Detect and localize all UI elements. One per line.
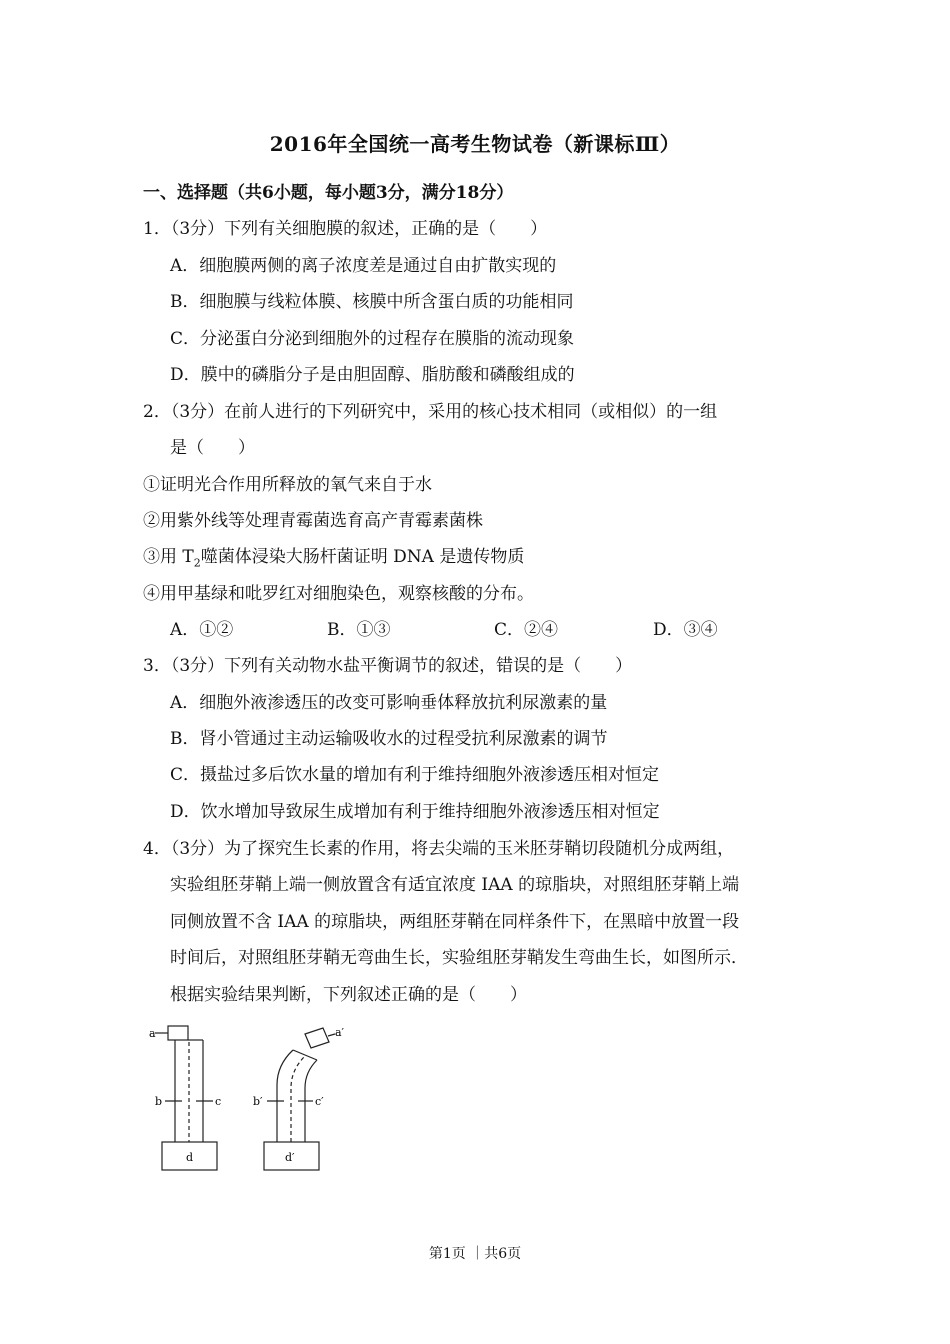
label-a: a: [149, 1027, 156, 1040]
question-2-item-1: ①证明光合作用所释放的氧气来自于水: [143, 475, 432, 495]
question-2-stem-line-1: 2．（3分）在前人进行的下列研究中，采用的核心技术相同（或相似）的一组: [143, 402, 718, 422]
question-4-line-4: 时间后，对照组胚芽鞘无弯曲生长，实验组胚芽鞘发生弯曲生长，如图所示．: [170, 948, 748, 968]
page-title: 2016年全国统一高考生物试卷（新课标Ⅲ）: [269, 132, 681, 156]
control-coleoptile: [155, 1026, 217, 1170]
question-4-line-1: 4．（3分）为了探究生长素的作用，将去尖端的玉米胚芽鞘切段随机分成两组，: [143, 839, 735, 859]
label-c-prime: c′: [315, 1095, 324, 1108]
question-4-line-2: 实验组胚芽鞘上端一侧放置含有适宜浓度 IAA 的琼脂块，对照组胚芽鞘上端: [170, 875, 740, 895]
question-2-option-d: D．③④: [653, 620, 718, 640]
question-4-line-5: 根据实验结果判断，下列叙述正确的是（ ）: [170, 985, 527, 1005]
question-2-stem-line-2: 是（ ）: [170, 438, 255, 458]
question-3-option-a: A．细胞外液渗透压的改变可影响垂体释放抗利尿激素的量: [170, 693, 608, 713]
question-1-option-d: D．膜中的磷脂分子是由胆固醇、脂肪酸和磷酸组成的: [170, 365, 575, 385]
question-1-option-a: A．细胞膜两侧的离子浓度差是通过自由扩散实现的: [170, 256, 557, 276]
coleoptile-figure: [145, 1020, 345, 1180]
question-3-option-b: B．肾小管通过主动运输吸收水的过程受抗利尿激素的调节: [170, 729, 608, 749]
label-c: c: [215, 1095, 222, 1108]
question-1-stem: 1．（3分）下列有关细胞膜的叙述，正确的是（ ）: [143, 219, 548, 239]
question-2-option-c: C．②④: [494, 620, 559, 640]
question-1-option-b: B．细胞膜与线粒体膜、核膜中所含蛋白质的功能相同: [170, 292, 574, 312]
question-3-option-d: D．饮水增加导致尿生成增加有利于维持细胞外液渗透压相对恒定: [170, 802, 660, 822]
experimental-coleoptile: [264, 1028, 335, 1170]
question-2-option-b: B．①③: [327, 620, 391, 640]
label-b: b: [155, 1095, 163, 1108]
question-2-option-a: A．①②: [170, 620, 234, 640]
question-3-stem: 3．（3分）下列有关动物水盐平衡调节的叙述，错误的是（ ）: [143, 656, 633, 676]
question-2-item-3-post: 噬菌体浸染大肠杆菌证明 DNA 是遗传物质: [200, 547, 525, 567]
question-1-option-c: C．分泌蛋白分泌到细胞外的过程存在膜脂的流动现象: [170, 329, 575, 349]
label-d: d: [186, 1151, 194, 1164]
question-4-line-3: 同侧放置不含 IAA 的琼脂块，两组胚芽鞘在同样条件下，在黑暗中放置一段: [170, 912, 740, 932]
section-heading: 一、选择题（共6小题，每小题3分，满分18分）: [143, 183, 514, 203]
label-d-prime: d′: [285, 1151, 295, 1164]
label-b-prime: b′: [253, 1095, 263, 1108]
label-a-prime: a′: [335, 1026, 345, 1039]
question-3-option-c: C．摄盐过多后饮水量的增加有利于维持细胞外液渗透压相对恒定: [170, 765, 660, 785]
page-footer: 第1页 ｜共6页: [428, 1246, 522, 1262]
question-2-item-2: ②用紫外线等处理青霉菌选育高产青霉素菌株: [143, 511, 483, 531]
question-2-item-3-pre: ③用 T: [143, 547, 194, 567]
question-2-item-4: ④用甲基绿和吡罗红对细胞染色，观察核酸的分布。: [143, 584, 534, 604]
question-2-item-3-sub: 2: [193, 556, 201, 570]
question-2-item-3: [143, 546, 524, 574]
